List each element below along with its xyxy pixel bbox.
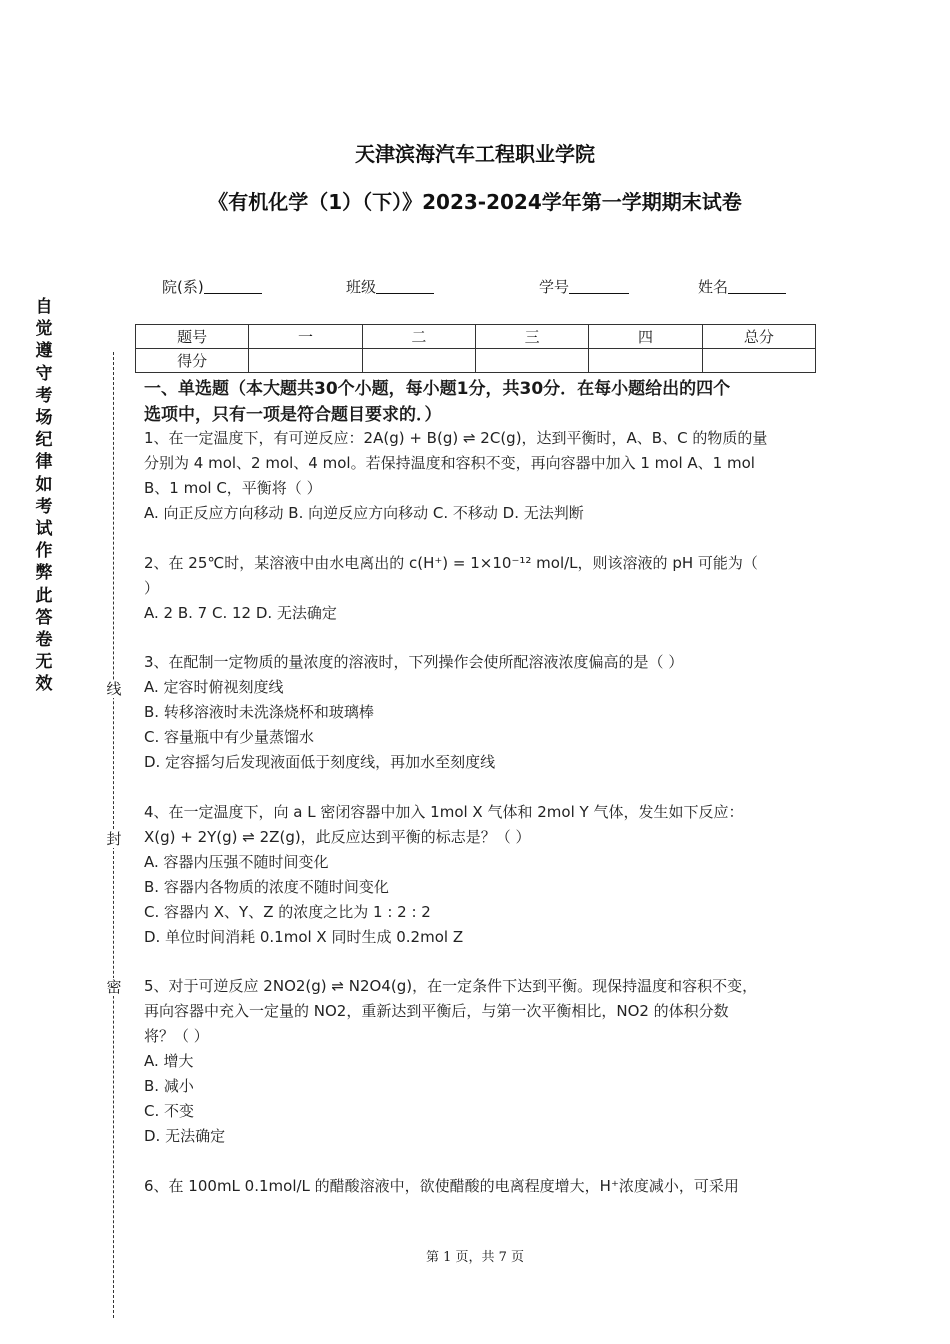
student-id-label: 学号: [539, 278, 570, 296]
student-id-blank[interactable]: [569, 277, 629, 294]
option-d: D. 单位时间消耗 0.1mol X 同时生成 0.2mol Z: [144, 928, 464, 946]
class-blank[interactable]: [376, 277, 434, 294]
score-cell[interactable]: [362, 349, 475, 373]
question-3: [144, 650, 812, 775]
binding-mark-xian: 线: [106, 680, 122, 698]
question-line: B、1 mol C，平衡将（ ）: [144, 479, 322, 497]
binding-mark-feng: 封: [106, 830, 122, 848]
option-c: C. 容量瓶中有少量蒸馏水: [144, 728, 315, 746]
section-heading-line: 选项中，只有一项是符合题目要求的．）: [144, 405, 442, 425]
exam-title: 《有机化学（1）（下）》2023-2024学年第一学期期末试卷: [208, 190, 742, 214]
dept-blank[interactable]: [204, 277, 262, 294]
question-line: 分别为 4 mol、2 mol、4 mol。若保持温度和容积不变，再向容器中加入 1 mol A、1 mol: [144, 454, 755, 472]
question-line: 再向容器中充入一定量的 NO2，重新达到平衡后，与第一次平衡相比，NO2 的体积分数: [144, 1002, 729, 1020]
score-header-cell: 总分: [702, 325, 815, 349]
option-c: C. 容器内 X、Y、Z 的浓度之比为 1 : 2 : 2: [144, 903, 431, 921]
option-a: A. 增大: [144, 1052, 194, 1070]
question-line: 6、在 100mL 0.1mol/L 的醋酸溶液中，欲使醋酸的电离程度增大，H⁺浓度减小，可采用: [144, 1177, 739, 1195]
class-field: [346, 276, 434, 297]
option-b: B. 减小: [144, 1077, 194, 1095]
score-cell[interactable]: [475, 349, 588, 373]
question-line: 1、在一定温度下，有可逆反应：2A(g) + B(g) ⇌ 2C(g)，达到平衡时，A、B、C 的物质的量: [144, 429, 768, 447]
question-line: 5、对于可逆反应 2NO2(g) ⇌ N2O4(g)，在一定条件下达到平衡。现保持温度和容积不变，: [144, 977, 758, 995]
question-6: [144, 1174, 812, 1199]
page-footer: 第 1 页，共 7 页: [425, 1250, 525, 1265]
question-2: [144, 551, 812, 626]
score-header-cell: 二: [362, 325, 475, 349]
score-header-cell: 三: [475, 325, 588, 349]
name-field: [698, 276, 786, 297]
name-blank[interactable]: [728, 277, 786, 294]
option-c: C. 不变: [144, 1102, 195, 1120]
section-heading-line: 一、单选题（本大题共30个小题，每小题1分，共30分．在每小题给出的四个: [144, 379, 731, 399]
question-options: A. 向正反应方向移动 B. 向逆反应方向移动 C. 不移动 D. 无法判断: [144, 504, 584, 522]
question-line: 将？（ ）: [144, 1027, 209, 1045]
score-table: [135, 324, 816, 373]
score-header-cell: 一: [249, 325, 362, 349]
section-heading: [144, 376, 824, 428]
name-label: 姓名: [698, 278, 729, 296]
score-header-cell: 四: [589, 325, 702, 349]
question-line: 2、在 25℃时，某溶液中由水电离出的 c(H⁺) = 1×10⁻¹² mol/L，则该溶液的 pH 可能为（: [144, 554, 758, 572]
question-1: [144, 426, 812, 526]
question-4: [144, 800, 812, 950]
question-line: ）: [144, 579, 160, 597]
exam-discipline-warning: 自觉遵守考场纪律如考试作弊此答卷无效: [35, 297, 53, 695]
question-options: A. 2 B. 7 C. 12 D. 无法确定: [144, 604, 337, 622]
option-d: D. 无法确定: [144, 1127, 226, 1145]
score-cell[interactable]: [589, 349, 702, 373]
question-5: [144, 974, 812, 1149]
score-header-cell: 题号: [136, 325, 249, 349]
option-a: A. 定容时俯视刻度线: [144, 678, 284, 696]
score-table-score-row: [136, 349, 816, 373]
question-line: X(g) + 2Y(g) ⇌ 2Z(g)，此反应达到平衡的标志是？（ ）: [144, 828, 531, 846]
binding-mark-mi: 密: [106, 978, 122, 996]
option-b: B. 容器内各物质的浓度不随时间变化: [144, 878, 389, 896]
score-table-header-row: [136, 325, 816, 349]
score-cell[interactable]: [249, 349, 362, 373]
option-d: D. 定容摇匀后发现液面低于刻度线，再加水至刻度线: [144, 753, 496, 771]
score-row-label: 得分: [136, 349, 249, 373]
score-cell[interactable]: [702, 349, 815, 373]
student-id-field: [539, 276, 629, 297]
class-label: 班级: [346, 278, 377, 296]
dept-field: [162, 276, 262, 297]
school-title: 天津滨海汽车工程职业学院: [355, 142, 595, 166]
question-line: 4、在一定温度下，向 a L 密闭容器中加入 1mol X 气体和 2mol Y 气体，发生如下反应：: [144, 803, 744, 821]
dept-label: 院(系): [162, 278, 204, 296]
question-line: 3、在配制一定物质的量浓度的溶液时，下列操作会使所配溶液浓度偏高的是（ ）: [144, 653, 684, 671]
option-b: B. 转移溶液时未洗涤烧杯和玻璃棒: [144, 703, 374, 721]
option-a: A. 容器内压强不随时间变化: [144, 853, 329, 871]
